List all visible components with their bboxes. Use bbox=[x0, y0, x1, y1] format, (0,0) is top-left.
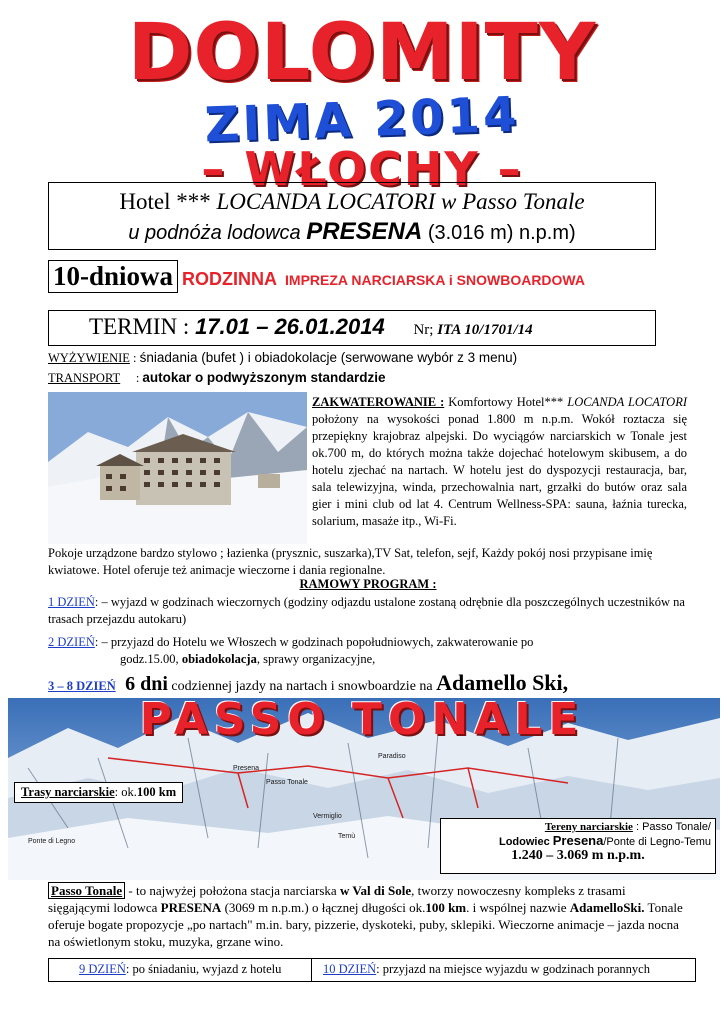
meals-text: śniadania (bufet ) i obiadokolacje (serwowane wybór z 3 menu) bbox=[139, 350, 518, 365]
tonale-km: 100 km bbox=[425, 900, 467, 915]
glacier-altitude: (3.016 m) n.p.m) bbox=[422, 222, 576, 244]
accommodation-text-a: Komfortowy Hotel*** bbox=[444, 395, 568, 409]
country-title: – WŁOCHY – bbox=[201, 142, 523, 196]
tonale-val: w Val di Sole bbox=[339, 883, 412, 898]
area-glacier: Presena bbox=[552, 833, 604, 848]
map-place-paradiso: Paradiso bbox=[378, 753, 406, 760]
day10-label: 10 DZIEŃ bbox=[323, 962, 377, 976]
hotel-line bbox=[49, 189, 655, 215]
hotel-name: LOCANDA LOCATORI bbox=[216, 189, 436, 214]
area-box bbox=[440, 818, 716, 874]
day2-bold: obiadokolacja bbox=[181, 652, 257, 666]
term-nr: ITA 10/1701/14 bbox=[437, 322, 533, 338]
map-place-madonna: Ponte di Legno bbox=[28, 838, 76, 845]
tonale-ski: AdamelloSki. bbox=[569, 900, 645, 915]
footer-divider bbox=[311, 959, 312, 981]
day9-label: 9 DZIEŃ bbox=[79, 962, 126, 976]
day1-label: 1 DZIEŃ bbox=[48, 595, 95, 609]
footer-day9 bbox=[79, 962, 281, 977]
tonale-text-e: Tonale oferuje bogate propozycje „po nartach" m.in. bary, pizzerie, dyskoteki, puby, sklepiki. Wieczorne animacje – jazda nocna na oświetlonym stoku, muzyka, grzane wino. bbox=[48, 900, 683, 949]
offer-family: RODZINNA bbox=[182, 269, 278, 289]
accommodation-text-b: położony na wysokości ponad 1.800 m n.p.m. Wokół roztacza się przepiękny krajobraz alpejski. Do wyciągów narciarskich w Tonale jest ok.700 m, do których można także dojechać hotelowym skibusem, a do hotelu zjechać na nartach. W hotelu jest do dyspozycji restauracja, bar, sala telewizyjna, winda, przechowalnia nart, grzałki do butów oraz sala gier i mini club od lat 4. Centrum Wellness-SPA: sauna, łaźnia turecka, solarium, masaże itp., Wi-Fi. bbox=[312, 412, 687, 528]
program-day2 bbox=[48, 634, 688, 668]
season-title: ZIMA 2014 bbox=[203, 86, 521, 154]
hotel-location: w Passo Tonale bbox=[435, 189, 585, 214]
area-resort: /Ponte di Legno-Temu bbox=[603, 836, 711, 848]
program-heading-text: RAMOWY PROGRAM : bbox=[299, 577, 437, 591]
map-title: PASSO TONALE bbox=[139, 694, 585, 745]
day2-text-a: : – przyjazd do Hotelu we Włoszech w godzinach popołudniowych, zakwaterowanie po bbox=[94, 635, 534, 649]
term-line bbox=[89, 314, 533, 339]
map-place-tonale: Passo Tonale bbox=[266, 779, 308, 786]
hotel-photo-image bbox=[48, 392, 307, 544]
accommodation-text bbox=[312, 394, 687, 530]
accommodation-hotel-name: LOCANDA LOCATORI bbox=[567, 395, 687, 409]
hotel-box bbox=[48, 182, 656, 250]
tonale-text-b: , tworzy nowoczesny kompleks z trasami sięgającymi lodowca bbox=[48, 883, 626, 915]
day2-text-b: godz.15.00, bbox=[120, 652, 182, 666]
day38-days: 6 dni bbox=[125, 673, 168, 695]
transport-label: TRANSPORT bbox=[48, 371, 121, 385]
tonale-text-c: (3069 m n.p.m.) o łącznej długości ok. bbox=[221, 900, 426, 915]
term-label: TERMIN : bbox=[89, 314, 196, 339]
offer-days: 10-dniowa bbox=[48, 260, 178, 293]
day1-text: : – wyjazd w godzinach wieczornych (godziny odjazdu ustalone zostaną odrębnie dla poszczególnych uczestników na trasach przejazdu autokaru) bbox=[48, 595, 685, 626]
transport-sep: : bbox=[132, 371, 143, 385]
day2-text-c: , sprawy organizacyjne, bbox=[256, 652, 376, 666]
tonale-text-d: . i wspólnej nazwie bbox=[466, 900, 570, 915]
glacier-prefix: u podnóża lodowca bbox=[128, 222, 307, 244]
trails-prefix: ok. bbox=[118, 785, 137, 799]
accommodation-rooms: Pokoje urządzone bardzo stylowo ; łazienka (prysznic, suszarka),TV Sat, telefon, sejf, Każdy pokój nosi przypisane imię kwiatowe. Hotel oferuje też animacje wieczorne i dania regionalne. bbox=[48, 546, 653, 577]
hotel-prefix: Hotel *** bbox=[119, 189, 217, 214]
area-glacier-prefix: Lodowiec bbox=[498, 836, 553, 848]
area-text: : Passo Tonale/ bbox=[632, 821, 711, 833]
tonale-name: Passo Tonale bbox=[48, 882, 125, 899]
term-box bbox=[48, 310, 656, 346]
trails-value: 100 km bbox=[136, 785, 177, 799]
day38-text: codziennej jazdy na nartach i snowboardzie na bbox=[167, 679, 437, 694]
area-label: Tereny narciarskie bbox=[544, 821, 633, 833]
transport-text: autokar o podwyższonym standardzie bbox=[142, 370, 386, 385]
hotel-photo bbox=[48, 392, 307, 544]
footer-day10 bbox=[323, 962, 650, 977]
trails-label: Trasy narciarskie bbox=[21, 785, 115, 799]
area-line3 bbox=[445, 848, 711, 864]
tonale-presena: PRESENA bbox=[160, 900, 222, 915]
glacier-line bbox=[49, 218, 655, 246]
tonale-text-a: - to najwyżej położona stacja narciarska bbox=[125, 883, 340, 898]
footer-box bbox=[48, 958, 696, 982]
main-title: DOLOMITY bbox=[127, 8, 597, 98]
offer-event: IMPREZA NARCIARSKA i SNOWBOARDOWA bbox=[285, 272, 585, 288]
tonale-text bbox=[48, 882, 688, 950]
meals-label: WYŻYWIENIE bbox=[48, 351, 130, 365]
day10-text: : przyjazd na miejsce wyjazdu w godzinach porannych bbox=[376, 962, 650, 976]
transport-line bbox=[48, 370, 385, 386]
area-line2 bbox=[445, 833, 711, 848]
term-dates: 17.01 – 26.01.2014 bbox=[195, 314, 385, 339]
day38-resort: Adamello Ski, bbox=[436, 670, 569, 695]
program-heading bbox=[48, 577, 688, 592]
area-altitude: 1.240 – 3.069 m n.p.m. bbox=[511, 848, 645, 863]
glacier-name: PRESENA bbox=[306, 218, 423, 245]
meals-line bbox=[48, 350, 517, 366]
day38-label: 3 – 8 DZIEŃ bbox=[48, 679, 116, 693]
accommodation-label: ZAKWATEROWANIE : bbox=[312, 395, 445, 409]
offer-row bbox=[48, 260, 668, 293]
map-place-temu: Temù bbox=[338, 833, 356, 840]
program-day1 bbox=[48, 594, 688, 628]
program-day3-8 bbox=[48, 670, 708, 696]
meals-sep: : bbox=[129, 351, 140, 365]
day9-text: : po śniadaniu, wyjazd z hotelu bbox=[125, 962, 282, 976]
area-line1 bbox=[445, 821, 711, 833]
day2-label: 2 DZIEŃ bbox=[48, 635, 95, 649]
trails-box: Trasy narciarskie: ok.100 km bbox=[14, 782, 183, 803]
map-place-vermiglio: Vermiglio bbox=[313, 813, 342, 820]
map-place-presena: Presena bbox=[233, 765, 260, 772]
term-nr-label: Nr; bbox=[413, 322, 438, 338]
